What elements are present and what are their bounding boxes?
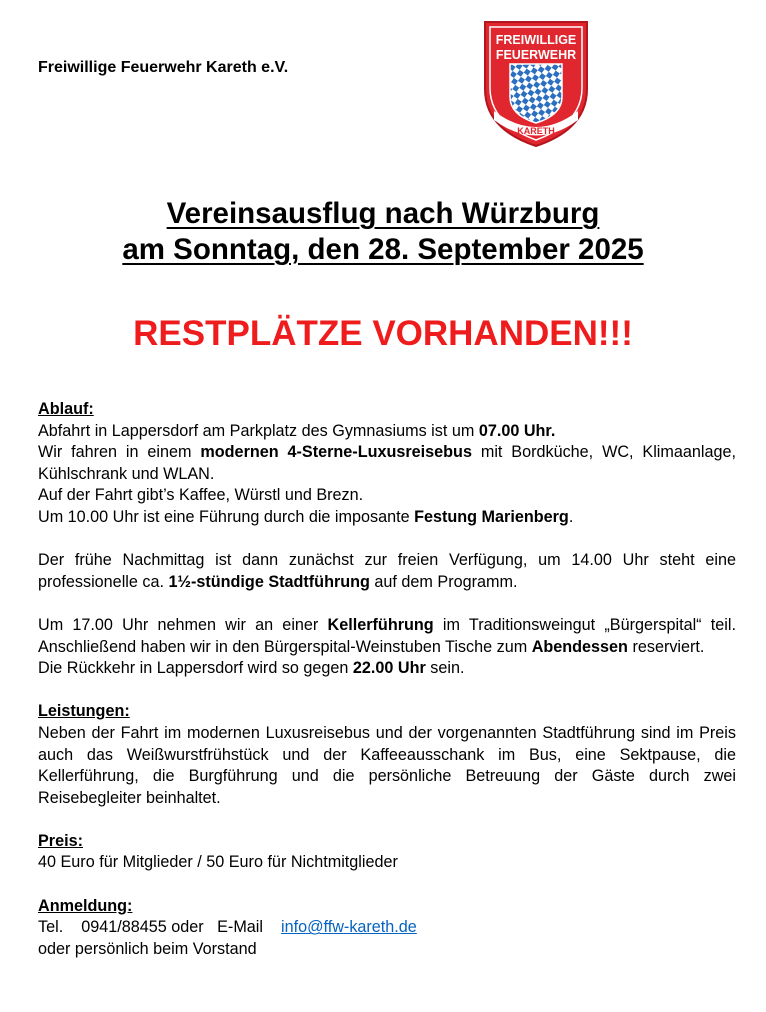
section-heading-anmeldung: Anmeldung:: [38, 896, 133, 915]
emblem-bottom-text: KARETH: [517, 126, 555, 136]
ablauf-return: Die Rückkehr in Lappersdorf wird so gegen 22.00 Uhr sein.: [38, 659, 465, 678]
email-label: E-Mail: [217, 918, 263, 937]
anmeldung-in-person: oder persönlich beim Vorstand: [38, 939, 257, 958]
section-heading-preis: Preis:: [38, 831, 83, 850]
title-line-1: Vereinsausflug nach Würzburg: [166, 197, 600, 230]
ablauf-afternoon: Der frühe Nachmittag ist dann zunächst zur freien Verfügung, um 14.00 Uhr steht eine professionelle ca. 1½-stündige Stadtführung auf dem Programm.: [38, 551, 736, 591]
ablauf-catering: Auf der Fahrt gibt’s Kaffee, Würstl und Brezn.: [38, 486, 364, 505]
section-heading-ablauf: Ablauf:: [38, 400, 94, 418]
organization-name: Freiwillige Feuerwehr Kareth e.V.: [38, 59, 289, 76]
email-link[interactable]: info@ffw-kareth.de: [281, 918, 417, 937]
section-heading-leistungen: Leistungen:: [38, 702, 130, 721]
bavarian-lozenge-shield: [510, 64, 562, 123]
title-line-2: am Sonntag, den 28. September 2025: [122, 233, 644, 266]
emblem-middle-text: FEUERWEHR: [495, 48, 577, 62]
emblem-top-text: FREIWILLIGE: [495, 33, 577, 47]
preis-text: 40 Euro für Mitglieder / 50 Euro für Nichtmitglieder: [38, 853, 398, 872]
event-title: [0, 196, 766, 268]
ablauf-departure: Abfahrt in Lappersdorf am Parkplatz des Gymnasiums ist um 07.00 Uhr.: [38, 421, 556, 440]
tel-label: Tel.: [38, 918, 64, 937]
ablauf-evening: Um 17.00 Uhr nehmen wir an einer Kellerführung im Traditionsweingut „Bürgerspital“ teil. Anschließend haben wir in den Bürgerspital-Weinstuben Tische zum Abendessen reserviert.: [38, 615, 736, 656]
tel-number: 0941/88455 oder: [81, 918, 204, 937]
ablauf-bus: Wir fahren in einem modernen 4-Sterne-Luxusreisebus mit Bordküche, WC, Klimaanlage, Kühlschrank und WLAN.: [38, 443, 736, 483]
leistungen-text: Neben der Fahrt im modernen Luxusreisebus und der vorgenannten Stadtführung sind im Preis auch das Weißwurstfrühstück und der Kaffeeausschank im Bus, eine Sektpause, die Kellerführung, die Burgführung und die persönliche Betreuung der Gäste durch zwei Reisebegleiter beinhaltet.: [38, 723, 736, 807]
remaining-seats-banner: RESTPLÄTZE VORHANDEN!!!: [133, 314, 633, 353]
anmeldung-contact: [38, 917, 736, 939]
ablauf-fortress-tour: Um 10.00 Uhr ist eine Führung durch die imposante Festung Marienberg.: [38, 507, 574, 526]
fire-brigade-emblem: [482, 19, 590, 149]
document-body: [38, 399, 736, 960]
